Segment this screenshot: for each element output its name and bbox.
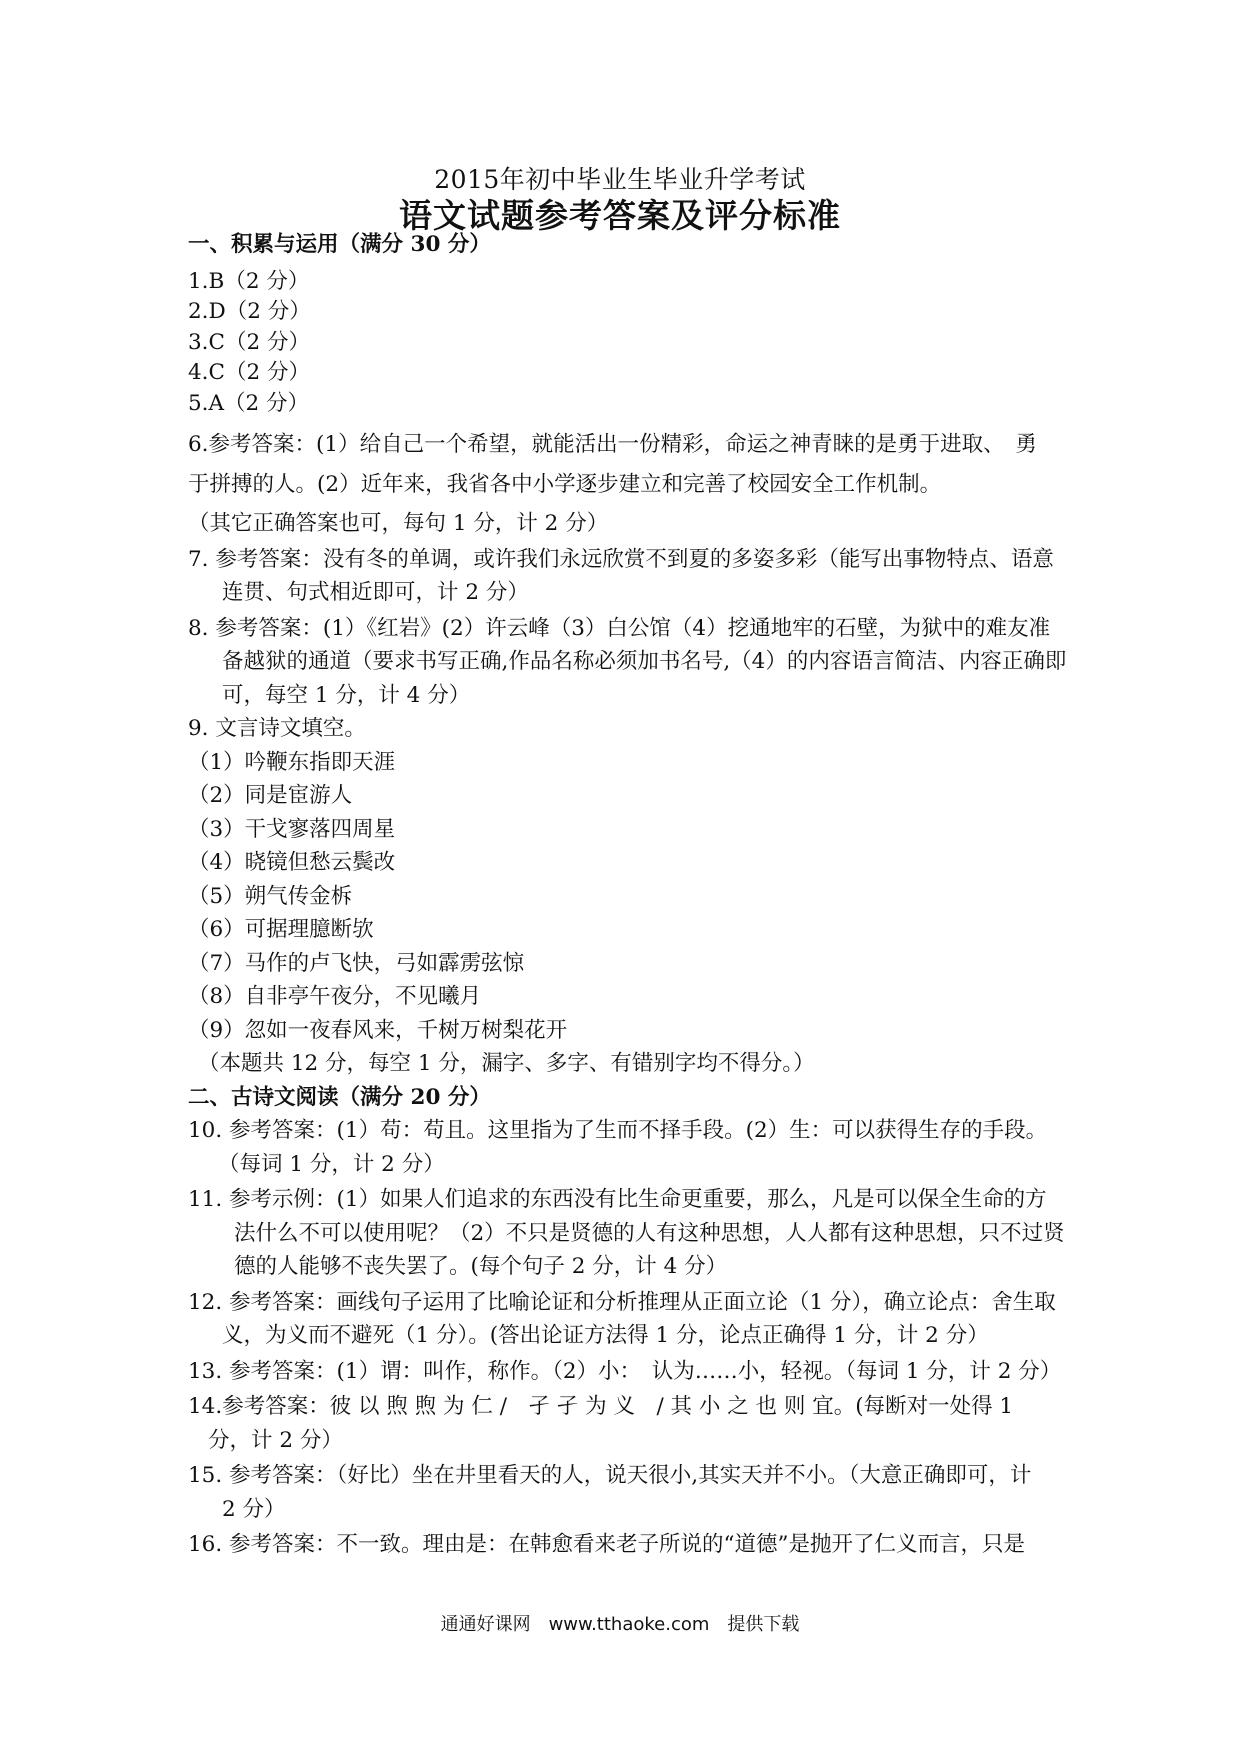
answer-9-item: （1）吟鞭东指即天涯 xyxy=(188,749,396,775)
answer-12-line-2: 义，为义而不避死（1 分）。(答出论证方法得 1 分，论点正确得 1 分，计 2 分） xyxy=(222,1323,989,1348)
answer-8-line-2: 备越狱的通道（要求书写正确,作品名称必须加书名号,（4）的内容语言简洁、内容正确即 xyxy=(222,649,1067,674)
answer-13: 13. 参考答案：(1）谓：叫作，称作。（2）小： 认为……小，轻视。（每词 1 分，计 2 分） xyxy=(188,1358,1062,1384)
answer-10-line-1: 10. 参考答案：(1）苟：苟且。这里指为了生而不择手段。(2）生：可以获得生存的手段。 xyxy=(188,1118,1048,1143)
answer-15-line-1: 15. 参考答案：（好比）坐在井里看天的人，说天很小,其实天并不小。（大意正确即可，计 xyxy=(188,1463,1032,1488)
answer-11-line-1: 11. 参考示例：(1）如果人们追求的东西没有比生命更重要，那么，凡是可以保全生命的方 xyxy=(188,1187,1047,1212)
answer-10-line-2: （每词 1 分，计 2 分） xyxy=(218,1151,445,1177)
answer-6-line-1: 6.参考答案：(1）给自己一个希望，就能活出一份精彩，命运之神青睐的是勇于进取、 勇 xyxy=(188,432,1037,457)
answer-9-item: （5）朔气传金柝 xyxy=(188,883,353,909)
answer-9-note: （本题共 12 分，每空 1 分，漏字、多字、有错别字均不得分。） xyxy=(198,1051,815,1076)
answer-8-line-3: 可，每空 1 分，计 4 分） xyxy=(222,682,471,708)
answer-9-item: （9）忽如一夜春风来，千树万树梨花开 xyxy=(188,1017,568,1043)
section-heading-2: 二、古诗文阅读（满分 20 分） xyxy=(188,1084,491,1110)
section-heading-1: 一、积累与运用（满分 30 分） xyxy=(188,232,491,257)
answer-9-item: （3）干戈寥落四周星 xyxy=(188,816,396,842)
answer-9-item: （8）自非亭午夜分，不见曦月 xyxy=(188,984,482,1009)
answer-2: 2.D（2 分） xyxy=(188,299,311,324)
answer-content xyxy=(188,228,1068,1562)
answer-16-line-1: 16. 参考答案：不一致。理由是：在韩愈看来老子所说的“道德”是抛开了仁义而言，只是 xyxy=(188,1532,1026,1557)
answer-14-line-2: 分，计 2 分） xyxy=(208,1427,343,1453)
document-subtitle: 2015年初中毕业生毕业升学考试 xyxy=(434,165,806,194)
answer-11-line-3: 德的人能够不丧失罢了。(每个句子 2 分，计 4 分） xyxy=(234,1254,728,1279)
answer-15-line-2: 2 分） xyxy=(222,1496,286,1522)
answer-5: 5.A（2 分） xyxy=(188,390,310,416)
answer-3: 3.C（2 分） xyxy=(188,329,310,355)
answer-8-line-1: 8. 参考答案：(1）《红岩》(2）许云峰（3）白公馆（4）挖通地牢的石壁，为狱中的难友准 xyxy=(188,615,1051,641)
answer-9-item: （6）可据理臆断欤 xyxy=(188,917,374,942)
answer-9-item: （2）同是宦游人 xyxy=(188,783,353,808)
answer-1: 1.B（2 分） xyxy=(188,268,310,294)
answer-7-line-2: 连贯、句式相近即可，计 2 分） xyxy=(222,580,529,605)
download-footer: 通通好课网 www.tthaoke.com 提供下载 xyxy=(440,1614,800,1635)
answer-6-note: （其它正确答案也可，每句 1 分，计 2 分） xyxy=(188,511,609,536)
answer-6-line-2: 于拼搏的人。(2）近年来，我省各中小学逐步建立和完善了校园安全工作机制。 xyxy=(188,471,942,497)
answer-12-line-1: 12. 参考答案：画线句子运用了比喻论证和分析推理从正面立论（1 分），确立论点：舍生取 xyxy=(188,1289,1056,1315)
answer-4: 4.C（2 分） xyxy=(188,360,310,385)
answer-9: 9. 文言诗文填空。 xyxy=(188,716,366,741)
answer-11-line-2: 法什么不可以使用呢？（2）不只是贤德的人有这种思想，人人都有这种思想，只不过贤 xyxy=(234,1220,1065,1246)
answer-14-line-1: 14.参考答案：彼 以 煦 煦 为 仁 / 孑 孑 为 义 / 其 小 之 也 则 宜。(每断对一处得 1 xyxy=(188,1394,1014,1419)
answer-9-item: （7）马作的卢飞快，弓如霹雳弦惊 xyxy=(188,950,525,976)
document-title: 语文试题参考答案及评分标准 xyxy=(399,196,841,235)
answer-9-item: （4）晓镜但愁云鬓改 xyxy=(188,850,396,875)
answer-7-line-1: 7. 参考答案：没有冬的单调，或许我们永远欣赏不到夏的多姿多彩（能写出事物特点、语意 xyxy=(188,546,1054,572)
